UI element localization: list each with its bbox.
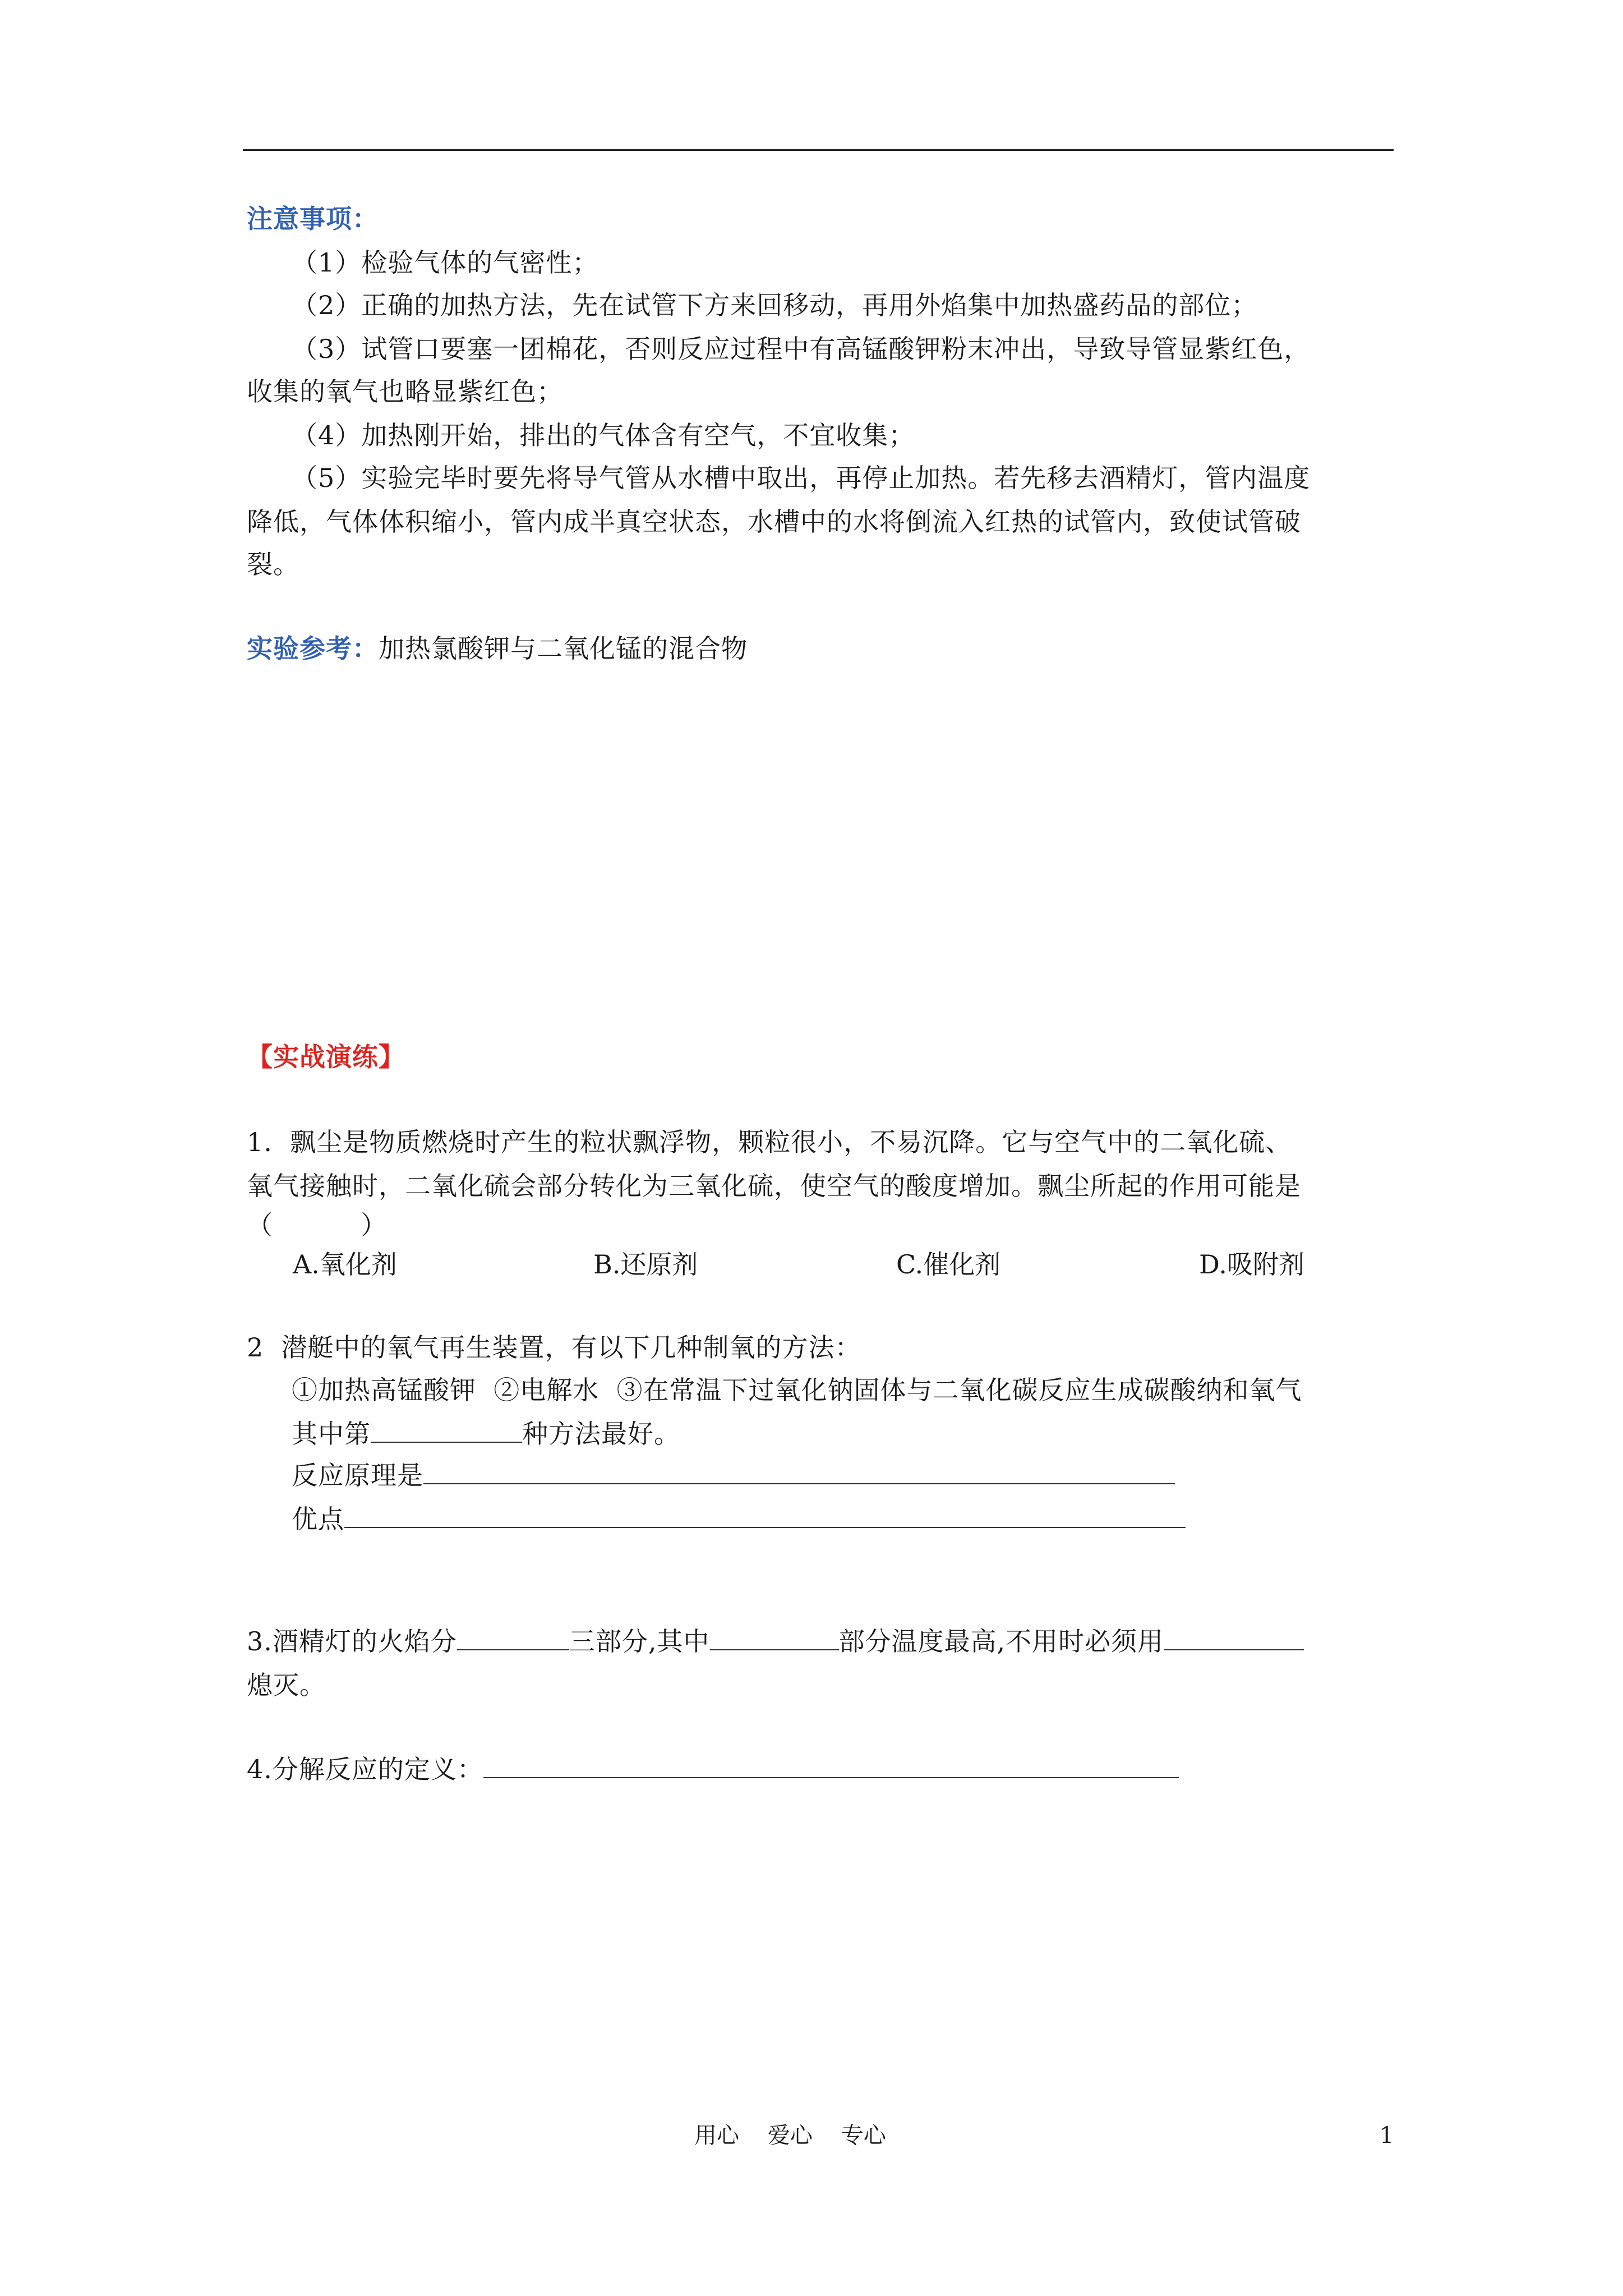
page-number: 1 <box>1380 2123 1394 2148</box>
q3-blank-2[interactable] <box>710 1627 839 1650</box>
q2-which-prefix: 其中第 <box>292 1419 371 1449</box>
q4-blank[interactable] <box>483 1755 1179 1778</box>
q1-line-1: 1. 飘尘是物质燃烧时产生的粒状飘浮物，颗粒很小，不易沉降。它与空气中的二氧化硫、 <box>247 1127 1292 1157</box>
notes-item-4: （4）加热刚开始，排出的气体含有空气，不宜收集； <box>292 420 915 450</box>
notes-item-5: （5）实验完毕时要先将导气管从水槽中取出，再停止加热。若先移去酒精灯，管内温度 <box>292 463 1311 493</box>
q1-option-d: D.吸附剂 <box>1199 1249 1304 1280</box>
q4-line <box>247 1754 1179 1785</box>
notes-item-3: （3）试管口要塞一团棉花，否则反应过程中有高锰酸钾粉末冲出，导致导管显紫红色， <box>292 334 1311 364</box>
notes-item-5-cont-1: 降低，气体体积缩小，管内成半真空状态，水槽中的水将倒流入红热的试管内，致使试管破 <box>247 507 1301 537</box>
practice-title: 【实战演练】 <box>247 1042 405 1072</box>
q3-blank-3[interactable] <box>1164 1627 1304 1650</box>
q2-which-suffix: 种方法最好。 <box>522 1419 680 1449</box>
q1-option-a: A.氧化剂 <box>293 1249 397 1280</box>
q4-label: 4.分解反应的定义： <box>247 1754 483 1784</box>
q3-part-b: 三部分,其中 <box>569 1626 710 1657</box>
q1-answer-paren: （ ） <box>247 1210 388 1240</box>
q2-which-blank[interactable] <box>371 1419 522 1443</box>
q2-line-1: 2 潜艇中的氧气再生装置，有以下几种制氧的方法： <box>247 1332 861 1363</box>
q3-line-2: 熄灭。 <box>247 1670 326 1700</box>
q1-option-b: B.还原剂 <box>593 1249 698 1280</box>
q3-blank-1[interactable] <box>457 1627 569 1650</box>
notes-item-5-cont-2: 裂。 <box>247 549 299 579</box>
reference-line <box>247 633 748 664</box>
notes-item-1: （1）检验气体的气密性； <box>292 247 599 278</box>
reference-text: 加热氯酸钾与二氧化锰的混合物 <box>379 633 748 664</box>
notes-item-2: （2）正确的加热方法，先在试管下方来回移动，再用外焰集中加热盛药品的部位； <box>292 290 1258 320</box>
q2-methods: ①加热高锰酸钾 ②电解水 ③在常温下过氧化钠固体与二氧化碳反应生成碳酸纳和氧气 <box>292 1375 1302 1405</box>
reference-label: 实验参考： <box>247 633 379 664</box>
notes-item-3-cont: 收集的氧气也略显紫红色； <box>247 376 563 407</box>
q3-part-c: 部分温度最高,不用时必须用 <box>838 1626 1164 1657</box>
q2-principle-line <box>292 1460 1175 1491</box>
q1-line-2: 氧气接触时，二氧化硫会部分转化为三氧化硫，使空气的酸度增加。飘尘所起的作用可能是 <box>247 1171 1301 1201</box>
notes-title: 注意事项： <box>247 204 379 234</box>
q2-which-line <box>292 1418 680 1450</box>
q1-option-c: C.催化剂 <box>896 1249 1001 1280</box>
q2-advantage-label: 优点 <box>292 1504 344 1534</box>
header-rule <box>243 149 1394 151</box>
q2-advantage-line <box>292 1503 1186 1535</box>
q3-line-1 <box>247 1626 1304 1657</box>
q2-principle-label: 反应原理是 <box>292 1460 423 1490</box>
q2-advantage-blank[interactable] <box>344 1504 1186 1528</box>
footer-slogan: 用心 爱心 专心 <box>694 2123 886 2148</box>
q2-principle-blank[interactable] <box>423 1461 1175 1484</box>
q3-part-a: 3.酒精灯的火焰分 <box>247 1626 457 1657</box>
